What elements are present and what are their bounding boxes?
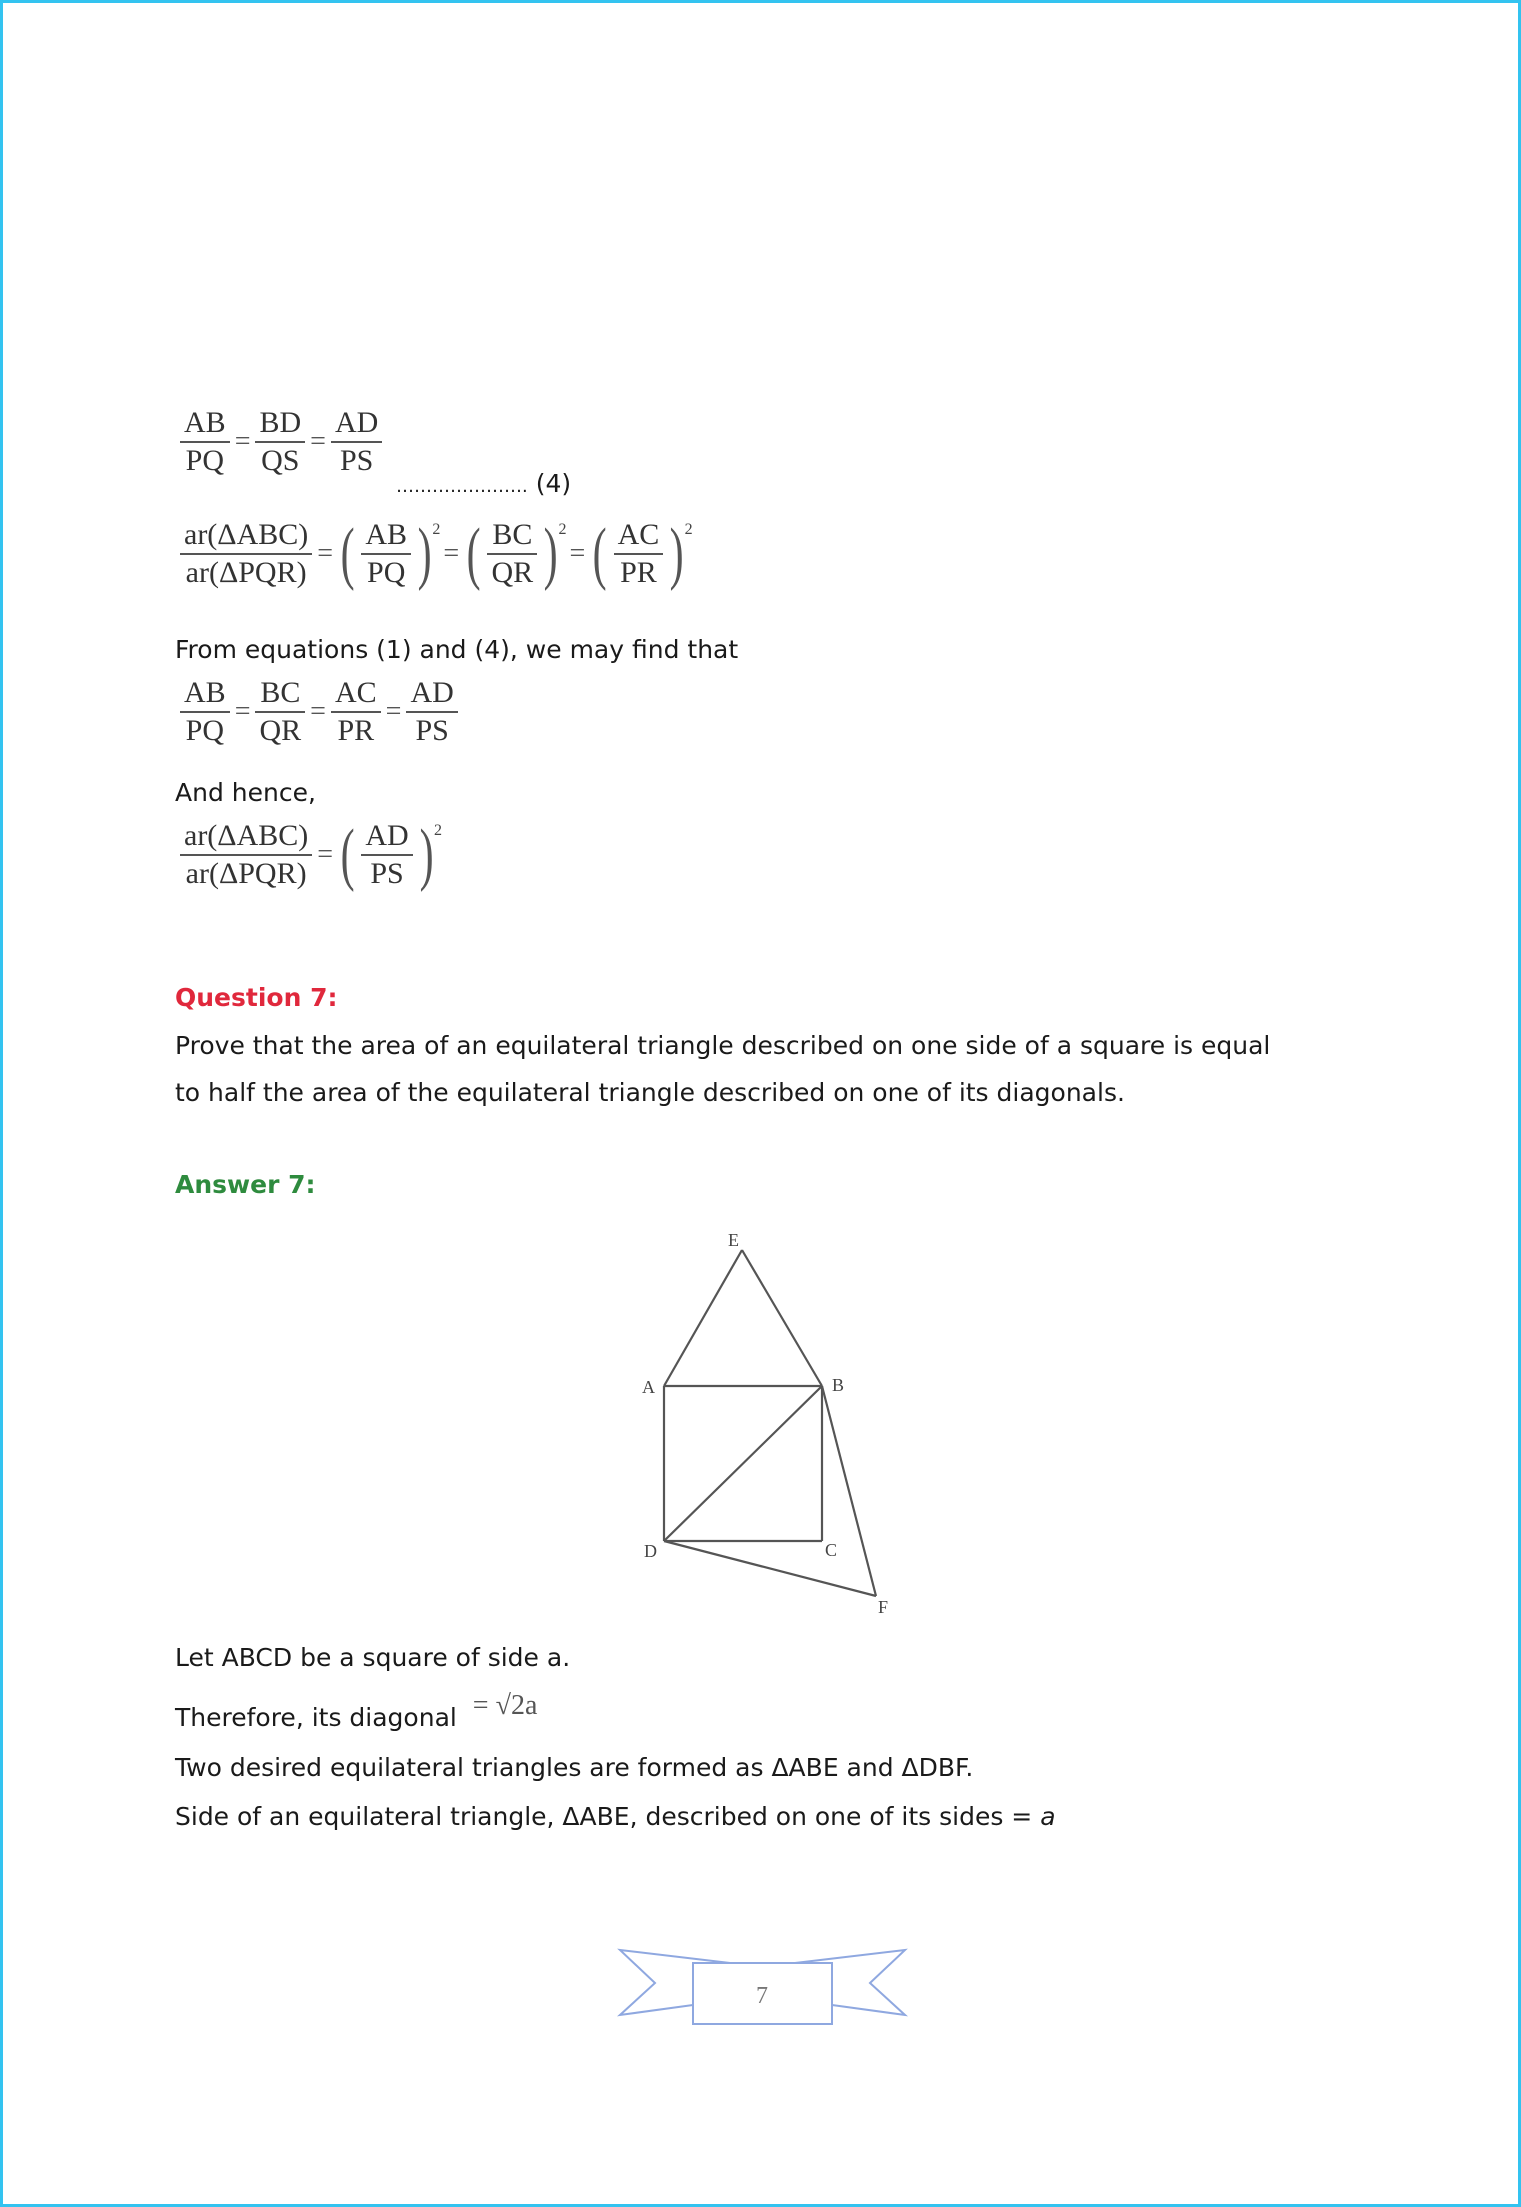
fraction bbox=[361, 517, 411, 591]
numerator: AC bbox=[334, 676, 377, 709]
exponent: 2 bbox=[684, 521, 693, 538]
question-text-line-2: to half the area of the equilateral triangle described on one of its diagonals. bbox=[175, 1078, 1125, 1107]
vertex-label-b: B bbox=[832, 1375, 845, 1395]
diagonal-label: Therefore, its diagonal bbox=[175, 1703, 457, 1732]
denominator: QR bbox=[259, 714, 302, 747]
numerator: AD bbox=[410, 676, 454, 709]
final-equation: $\frac{\text{ar(ΔABC)}}{\text{ar(ΔPQR)}}$ = ( $\frac{AD}{PS}$ ) 2 bbox=[178, 818, 442, 892]
numerator: BD bbox=[259, 406, 302, 439]
square-triangles-figure bbox=[620, 1210, 920, 1630]
numerator: BC bbox=[492, 518, 533, 551]
numerator: AB bbox=[184, 406, 226, 439]
fraction bbox=[255, 675, 305, 749]
equals-sign: = bbox=[234, 426, 251, 457]
fraction bbox=[331, 405, 382, 479]
numerator: ar(ΔABC) bbox=[184, 518, 309, 551]
fraction bbox=[255, 405, 305, 479]
vertex-label-e: E bbox=[728, 1230, 739, 1250]
fraction bbox=[180, 818, 312, 892]
denominator: PS bbox=[415, 714, 449, 747]
answer-text-line-2 bbox=[175, 1690, 538, 1733]
side-variable: a bbox=[1040, 1802, 1056, 1831]
fraction bbox=[361, 818, 412, 892]
combined-ratio-equation: $\frac{AB}{PQ}$ = $\frac{BC}{QR}$ = $\frac{AC}{PR}$ = $\frac{AD}{PS}$ bbox=[178, 675, 460, 749]
denominator: PQ bbox=[185, 714, 225, 747]
leader-dots: …………………. bbox=[396, 476, 528, 497]
vertex-label-d: D bbox=[644, 1541, 657, 1561]
side-label: Side of an equilateral triangle, ΔABE, described on one of its sides = bbox=[175, 1802, 1041, 1831]
fraction bbox=[331, 675, 381, 749]
denominator: PS bbox=[339, 444, 374, 477]
numerator: AD bbox=[365, 819, 409, 852]
question-text-line-1: Prove that the area of an equilateral triangle described on one side of a square is equal bbox=[175, 1031, 1271, 1060]
denominator: PR bbox=[620, 556, 657, 589]
question-heading: Question 7: bbox=[175, 983, 338, 1012]
numerator: AD bbox=[334, 406, 379, 439]
denominator: PR bbox=[337, 714, 375, 747]
answer-text-line-3: Two desired equilateral triangles are formed as ΔABE and ΔDBF. bbox=[175, 1753, 974, 1782]
numerator: ar(ΔABC) bbox=[184, 819, 309, 852]
fraction bbox=[180, 675, 230, 749]
denominator: PQ bbox=[367, 556, 406, 589]
diagonal-formula: = √2a bbox=[472, 1690, 538, 1721]
equation-number: (4) bbox=[535, 469, 572, 498]
equation-4-label bbox=[396, 469, 571, 498]
fraction bbox=[180, 517, 312, 591]
from-equations-text: From equations (1) and (4), we may find that bbox=[175, 635, 739, 664]
vertex-label-c: C bbox=[825, 1540, 838, 1560]
denominator: PS bbox=[370, 857, 404, 890]
denominator: ar(ΔPQR) bbox=[185, 857, 307, 890]
numerator: AB bbox=[184, 676, 226, 709]
numerator: BC bbox=[260, 676, 301, 709]
exponent: 2 bbox=[432, 521, 441, 538]
answer-text-line-1: Let ABCD be a square of side a. bbox=[175, 1643, 571, 1672]
denominator: QS bbox=[261, 444, 300, 477]
answer-heading: Answer 7: bbox=[175, 1170, 316, 1199]
and-hence-text: And hence, bbox=[175, 778, 316, 807]
equation-4 bbox=[178, 405, 384, 479]
exponent: 2 bbox=[434, 822, 443, 839]
denominator: ar(ΔPQR) bbox=[185, 556, 307, 589]
fraction bbox=[406, 675, 457, 749]
answer-text-line-4 bbox=[175, 1802, 1056, 1832]
fraction bbox=[487, 517, 537, 591]
denominator: QR bbox=[491, 556, 534, 589]
exponent: 2 bbox=[558, 521, 567, 538]
vertex-label-f: F bbox=[878, 1597, 889, 1617]
page-number: 7 bbox=[756, 1983, 768, 2009]
page-number-ribbon bbox=[615, 1945, 910, 2030]
fraction bbox=[614, 517, 664, 591]
fraction bbox=[180, 405, 230, 479]
numerator: AC bbox=[617, 518, 660, 551]
area-ratio-equation: $\frac{\text{ar(ΔABC)}}{\text{ar(ΔPQR)}}$ = ( $\frac{AB}{PQ}$ ) 2 = ( $\frac{BC}{QR}$ ) 2 = ( $\frac{AC}{PR}$ ) 2 bbox=[178, 517, 693, 591]
numerator: AB bbox=[365, 518, 408, 551]
vertex-label-a: A bbox=[642, 1377, 655, 1397]
denominator: PQ bbox=[185, 444, 225, 477]
equals-sign: = bbox=[310, 426, 326, 457]
